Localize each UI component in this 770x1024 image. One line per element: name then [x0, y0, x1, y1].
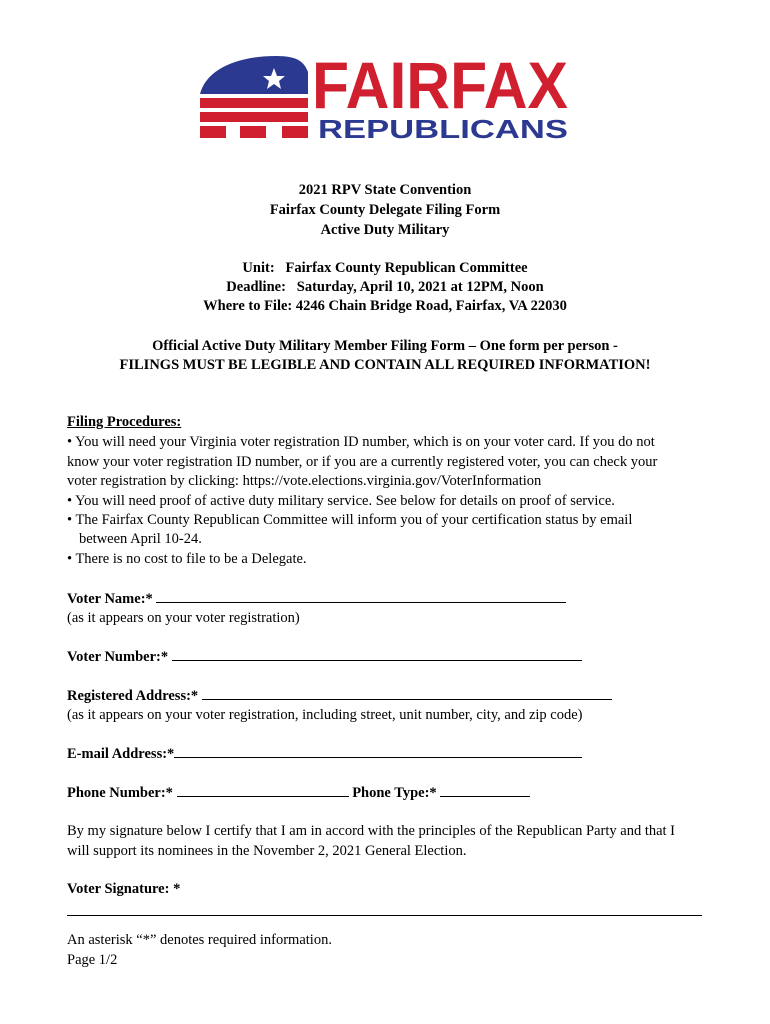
certify-line-2: will support its nominees in the November 2, 2021 General Election.	[67, 843, 467, 859]
required-note: An asterisk “*” denotes required information.	[67, 932, 332, 948]
voter-name-note: (as it appears on your voter registration)	[67, 610, 300, 626]
procedure-item-4: • There is no cost to file to be a Delegate.	[67, 551, 307, 567]
official-form-line: Official Active Duty Military Member Filing Form – One form per person -	[152, 338, 618, 354]
phone-type-label: Phone Type:*	[352, 785, 437, 801]
elephant-logo-icon	[200, 56, 308, 94]
registered-address-note: (as it appears on your voter registration, including street, unit number, city, and zip code)	[67, 707, 583, 723]
procedure-item-1a: • You will need your Virginia voter registration ID number, which is on your voter card. If you do not	[67, 434, 655, 450]
page-number: Page 1/2	[67, 952, 118, 968]
procedure-item-1c: voter registration by clicking: https://vote.elections.virginia.gov/VoterInformation	[67, 473, 542, 489]
logo-line2: REPUBLICANS	[318, 114, 568, 142]
form-title-3: Active Duty Military	[320, 222, 450, 238]
warning-line: FILINGS MUST BE LEGIBLE AND CONTAIN ALL REQUIRED INFORMATION!	[119, 357, 651, 373]
registered-address-field[interactable]	[202, 687, 612, 700]
logo-line1: FAIRFAX	[312, 50, 568, 122]
where-to-file-line: Where to File: 4246 Chain Bridge Road, Fairfax, VA 22030	[203, 298, 567, 314]
voter-name-label: Voter Name:*	[67, 591, 153, 607]
voter-number-field[interactable]	[172, 648, 582, 661]
procedure-item-2: • You will need proof of active duty military service. See below for details on proof of service.	[67, 493, 615, 509]
procedures-heading: Filing Procedures:	[67, 414, 182, 430]
phone-number-label: Phone Number:*	[67, 785, 173, 801]
phone-type-field[interactable]	[440, 784, 530, 797]
signature-label: Voter Signature: *	[67, 881, 181, 897]
form-title-1: 2021 RPV State Convention	[298, 182, 472, 198]
form-title-2: Fairfax County Delegate Filing Form	[269, 202, 501, 218]
deadline-line: Deadline: Saturday, April 10, 2021 at 12PM, Noon	[226, 279, 544, 295]
procedure-item-3b: between April 10-24.	[79, 531, 202, 547]
procedure-item-1b: know your voter registration ID number, or if you are a currently registered voter, you can check your	[67, 454, 658, 470]
fairfax-republicans-logo	[196, 50, 576, 142]
registered-address-label: Registered Address:*	[67, 688, 199, 704]
unit-line: Unit: Fairfax County Republican Committee	[242, 260, 528, 276]
phone-number-field[interactable]	[177, 784, 349, 797]
certify-line-1: By my signature below I certify that I am in accord with the principles of the Republican Party and that I	[67, 823, 676, 839]
email-field[interactable]	[174, 745, 582, 758]
voter-name-field[interactable]	[156, 590, 566, 603]
voter-number-label: Voter Number:*	[67, 649, 169, 665]
signature-field[interactable]	[67, 915, 702, 916]
procedure-item-3a: • The Fairfax County Republican Committee will inform you of your certification status by email	[67, 512, 633, 528]
email-label: E-mail Address:*	[67, 746, 175, 762]
